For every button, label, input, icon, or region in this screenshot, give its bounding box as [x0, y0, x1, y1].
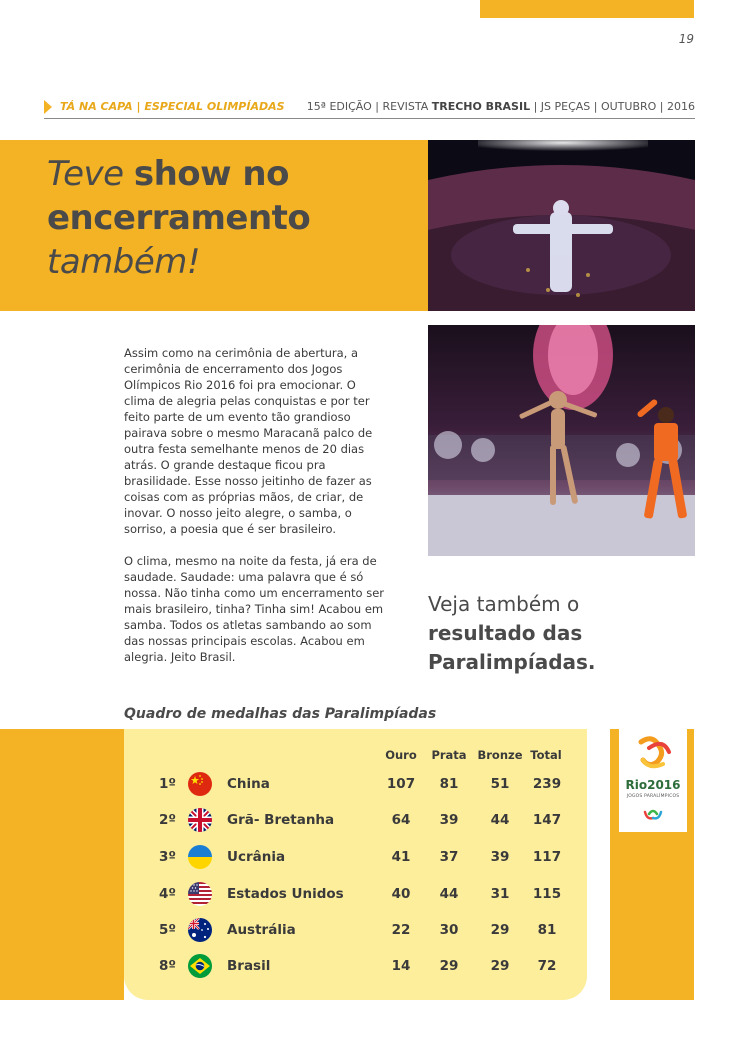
gold-count: 22: [391, 922, 411, 938]
china-flag-icon: [188, 772, 212, 796]
gold-count: 64: [391, 812, 411, 828]
bronze-count: 39: [490, 849, 510, 865]
silver-count: 37: [439, 849, 459, 865]
total-count: 239: [532, 776, 562, 792]
column-header-total: Total: [530, 748, 562, 762]
callout-line-1: Veja também o: [428, 592, 580, 616]
left-accent-band: [0, 729, 124, 1000]
headline-word-show: show no: [133, 154, 289, 194]
country-name: Grã- Bretanha: [227, 812, 335, 828]
header-divider: [44, 118, 695, 119]
headline-word-tambem: também!: [47, 242, 201, 282]
country-name: Austrália: [227, 922, 296, 938]
article-paragraph-1: Assim como na cerimônia de abertura, a cerimônia de encerramento dos Jogos Olímpicos Rio 2016 foi pra emocionar. O clima de alegria pelas conquistas e por ter feito parte de um evento tão grandioso pairava sobre o mesmo Maracanã palco de outra festa semelhante menos de 20 dias atrás. O grande destaque ficou pra brasilidade. Esse nosso jeitinho de fazer as coisas com as próprias mãos, de criar, de inovar. O nosso jeito alegre, o samba, o sorriso, a poesia que é ser brasileiro.: [124, 346, 373, 536]
ukraine-flag-icon: [188, 845, 212, 869]
logo-wordmark: Rio2016: [625, 778, 681, 792]
top-accent-tab: [480, 0, 694, 18]
silver-count: 81: [439, 776, 459, 792]
bronze-count: 51: [490, 776, 510, 792]
samba-performer-photo: [428, 325, 695, 556]
headline-word-teve: Teve: [47, 154, 124, 194]
bronze-count: 31: [490, 886, 510, 902]
issue-prefix: 15ª EDIÇÃO | REVISTA: [306, 100, 432, 113]
section-arrow-icon: [44, 100, 52, 114]
gold-count: 14: [391, 958, 411, 974]
callout-line-3: Paralimpíadas.: [428, 650, 596, 674]
headline: [47, 152, 310, 284]
bronze-count: 29: [490, 922, 510, 938]
bronze-count: 29: [490, 958, 510, 974]
medal-rank: 4º: [158, 886, 176, 902]
country-name: China: [227, 776, 270, 792]
gold-count: 107: [386, 776, 416, 792]
total-count: 115: [532, 886, 562, 902]
medal-rank: 1º: [158, 776, 176, 792]
total-count: 81: [537, 922, 557, 938]
closing-ceremony-stadium-photo: [428, 140, 695, 311]
australia-flag-icon: [188, 918, 212, 942]
gold-count: 40: [391, 886, 411, 902]
brazil-flag-icon: [188, 954, 212, 978]
callout-line-2: resultado das: [428, 621, 583, 645]
logo-subtitle: JOGOS PARALÍMPICOS: [626, 794, 680, 799]
silver-count: 44: [439, 886, 459, 902]
stadium-illustration: [428, 140, 695, 311]
silver-count: 39: [439, 812, 459, 828]
medal-rank: 2º: [158, 812, 176, 828]
gold-count: 41: [391, 849, 411, 865]
total-count: 72: [537, 958, 557, 974]
total-count: 147: [532, 812, 562, 828]
page-number: 19: [678, 32, 694, 46]
performer-illustration: [428, 325, 695, 556]
country-name: Brasil: [227, 958, 271, 974]
total-count: 117: [532, 849, 562, 865]
bronze-count: 44: [490, 812, 510, 828]
country-name: Ucrânia: [227, 849, 286, 865]
issue-info: [307, 100, 695, 113]
medal-rank: 8º: [158, 958, 176, 974]
headline-word-encerramento: encerramento: [47, 198, 311, 238]
medal-table-title: Quadro de medalhas das Paralimpíadas: [124, 706, 437, 722]
usa-flag-icon: [188, 882, 212, 906]
paralympics-callout: [428, 590, 695, 677]
silver-count: 29: [439, 958, 459, 974]
silver-count: 30: [439, 922, 459, 938]
rio2016-paralympics-logo: [619, 728, 687, 832]
medal-rank: 3º: [158, 849, 176, 865]
medal-rank: 5º: [158, 922, 176, 938]
column-header-bronze: Bronze: [477, 748, 523, 762]
section-label: TÁ NA CAPA | ESPECIAL OLIMPÍADAS: [60, 100, 285, 113]
country-name: Estados Unidos: [227, 886, 344, 902]
article-body: [124, 345, 390, 681]
uk-flag-icon: [188, 808, 212, 832]
issue-suffix: | JS PEÇAS | OUTUBRO | 2016: [530, 100, 695, 113]
column-header-prata: Prata: [431, 748, 467, 762]
magazine-name: TRECHO BRASIL: [431, 100, 531, 113]
article-paragraph-2: O clima, mesmo na noite da festa, já era de saudade. Saudade: uma palavra que é só nossa. Não tinha como um encerramento ser mais brasileiro, tinha? Tinha sim! Acabou em samba. Todos os atletas sambando ao som das nossas principais escolas. Acabou em alegria. Jeito Brasil.: [124, 554, 385, 664]
column-header-ouro: Ouro: [385, 748, 417, 762]
